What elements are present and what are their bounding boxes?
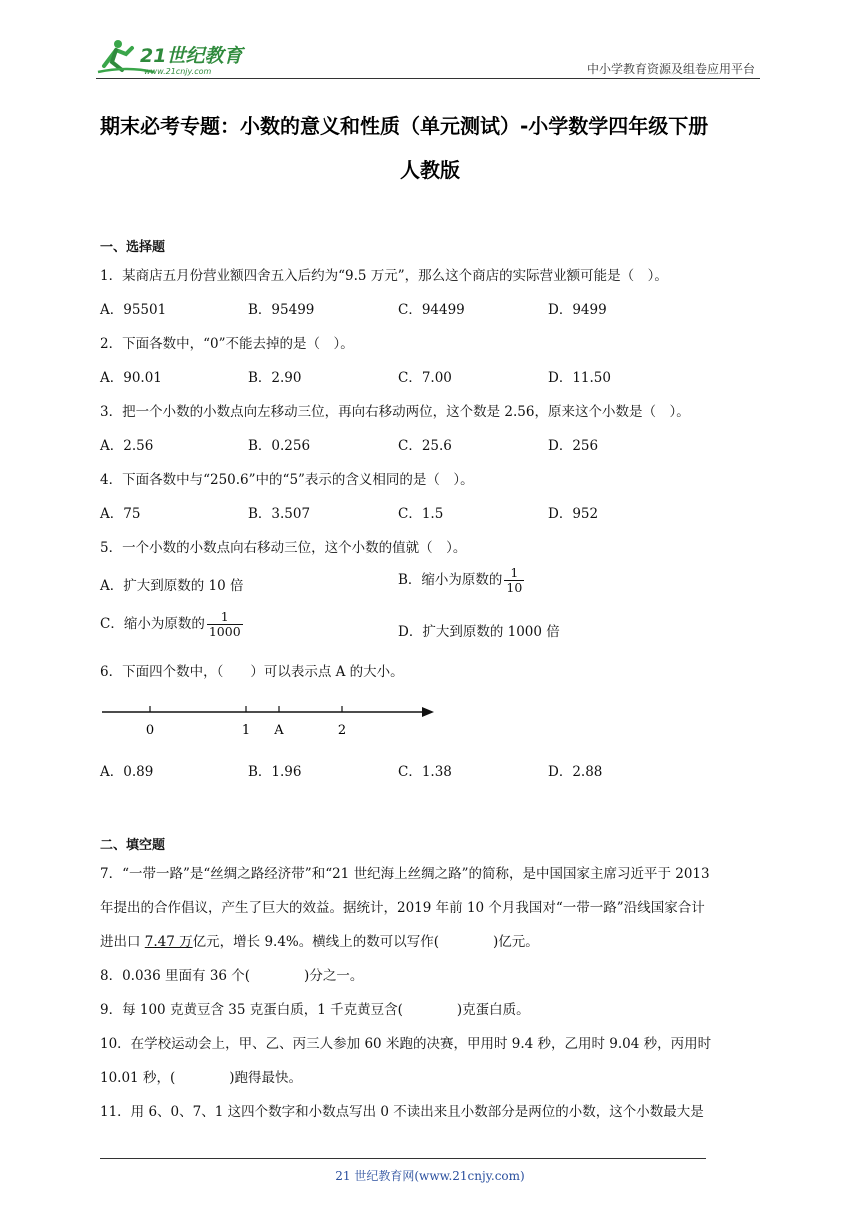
- question-8: 8．0.036 里面有 36 个( )分之一。: [100, 968, 364, 984]
- q6-option-d: D．2.88: [548, 764, 603, 780]
- q1-option-d: D．9499: [548, 302, 607, 318]
- q1-option-c: C．94499: [398, 302, 465, 318]
- question-1: 1．某商店五月份营业额四舍五入后约为“9.5 万元”，那么这个商店的实际营业额可能是（ ）。: [100, 268, 668, 284]
- q3-option-b: B．0.256: [248, 438, 311, 454]
- question-7-line1: 7．“一带一路”是“丝绸之路经济带”和“21 世纪海上丝绸之路”的简称，是中国国家主席习近平于 2013: [100, 866, 710, 882]
- q5-option-c: [100, 610, 243, 639]
- q4-option-a: A．75: [100, 506, 141, 522]
- axis-label-0: 0: [145, 723, 155, 738]
- q3-option-d: D．256: [548, 438, 599, 454]
- question-4: 4．下面各数中与“250.6”中的“5”表示的含义相同的是（ ）。: [100, 472, 474, 488]
- footer-divider: [100, 1158, 706, 1159]
- q4-option-b: B．3.507: [248, 506, 311, 522]
- underlined-number: 7.47 万: [144, 934, 193, 950]
- q2-option-a: A．90.01: [100, 370, 162, 386]
- q3-option-c: C．25.6: [398, 438, 452, 454]
- page-title-line1: 期末必考专题：小数的意义和性质（单元测试）-小学数学四年级下册: [100, 114, 709, 138]
- q5-option-a: A．扩大到原数的 10 倍: [100, 578, 244, 594]
- fraction: $\frac{1}{1000}$: [208, 609, 241, 639]
- number-line: [100, 700, 440, 740]
- axis-label-1: 1: [241, 723, 251, 738]
- q3-option-a: A．2.56: [100, 438, 154, 454]
- q4-option-d: D．952: [548, 506, 599, 522]
- question-11-line1: 11．用 6、0、7、1 这四个数字和小数点写出 0 不读出来且小数部分是两位的小数，这个小数最大是: [100, 1104, 704, 1120]
- header-divider: [96, 78, 760, 79]
- q2-option-c: C．7.00: [398, 370, 452, 386]
- section-heading-fill: 二、填空题: [100, 838, 166, 853]
- footer-text: 21 世纪教育网(www.21cnjy.com): [335, 1169, 525, 1183]
- question-9: 9．每 100 克黄豆含 35 克蛋白质，1 千克黄豆含( )克蛋白质。: [100, 1002, 530, 1018]
- site-logo: [96, 36, 256, 78]
- fraction: $\frac{1}{10}$: [506, 565, 523, 595]
- runner-logo-icon: [96, 36, 256, 78]
- header-platform-text: 中小学教育资源及组卷应用平台: [586, 62, 755, 76]
- question-10-line2: 10.01 秒，( )跑得最快。: [100, 1070, 302, 1086]
- question-10-line1: 10．在学校运动会上，甲、乙、丙三人参加 60 米跑的决赛，甲用时 9.4 秒，乙用时 9.04 秒，丙用时: [100, 1036, 712, 1052]
- question-7-line3: 进出口 7.47 万亿元，增长 9.4%。横线上的数可以写作( )亿元。: [100, 934, 539, 950]
- arrow-right-icon: [422, 707, 434, 717]
- q5-option-b-label: B．缩小为原数的: [398, 572, 503, 588]
- question-5: 5．一个小数的小数点向右移动三位，这个小数的值就（ ）。: [100, 540, 467, 556]
- q1-option-a: A．95501: [100, 302, 167, 318]
- q6-option-c: C．1.38: [398, 764, 452, 780]
- question-7-line2: 年提出的合作倡议，产生了巨大的效益。据统计，2019 年前 10 个月我国对“一带一路”沿线国家合计: [100, 900, 705, 916]
- q1-option-b: B．95499: [248, 302, 315, 318]
- q2-option-d: D．11.50: [548, 370, 611, 386]
- q5-option-d: D．扩大到原数的 1000 倍: [398, 624, 560, 640]
- axis-label-2: 2: [337, 723, 347, 738]
- q4-option-c: C．1.5: [398, 506, 444, 522]
- axis-label-a: A: [274, 723, 284, 738]
- svg-text:21世纪教育: 21世纪教育: [140, 45, 243, 67]
- q5-option-c-label: C．缩小为原数的: [100, 616, 205, 632]
- q6-option-a: A．0.89: [100, 764, 154, 780]
- svg-text:www.21cnjy.com: www.21cnjy.com: [144, 67, 212, 76]
- q2-option-b: B．2.90: [248, 370, 302, 386]
- q5-option-b: [398, 566, 524, 595]
- question-3: 3．把一个小数的小数点向左移动三位，再向右移动两位，这个数是 2.56，原来这个小数是（ ）。: [100, 404, 690, 420]
- q6-option-b: B．1.96: [248, 764, 302, 780]
- question-2: 2．下面各数中，“0”不能去掉的是（ ）。: [100, 336, 354, 352]
- page-title-line2: 人教版: [400, 158, 460, 182]
- question-6: 6．下面四个数中，（ ）可以表示点 A 的大小。: [100, 664, 404, 680]
- section-heading-choice: 一、选择题: [100, 240, 166, 255]
